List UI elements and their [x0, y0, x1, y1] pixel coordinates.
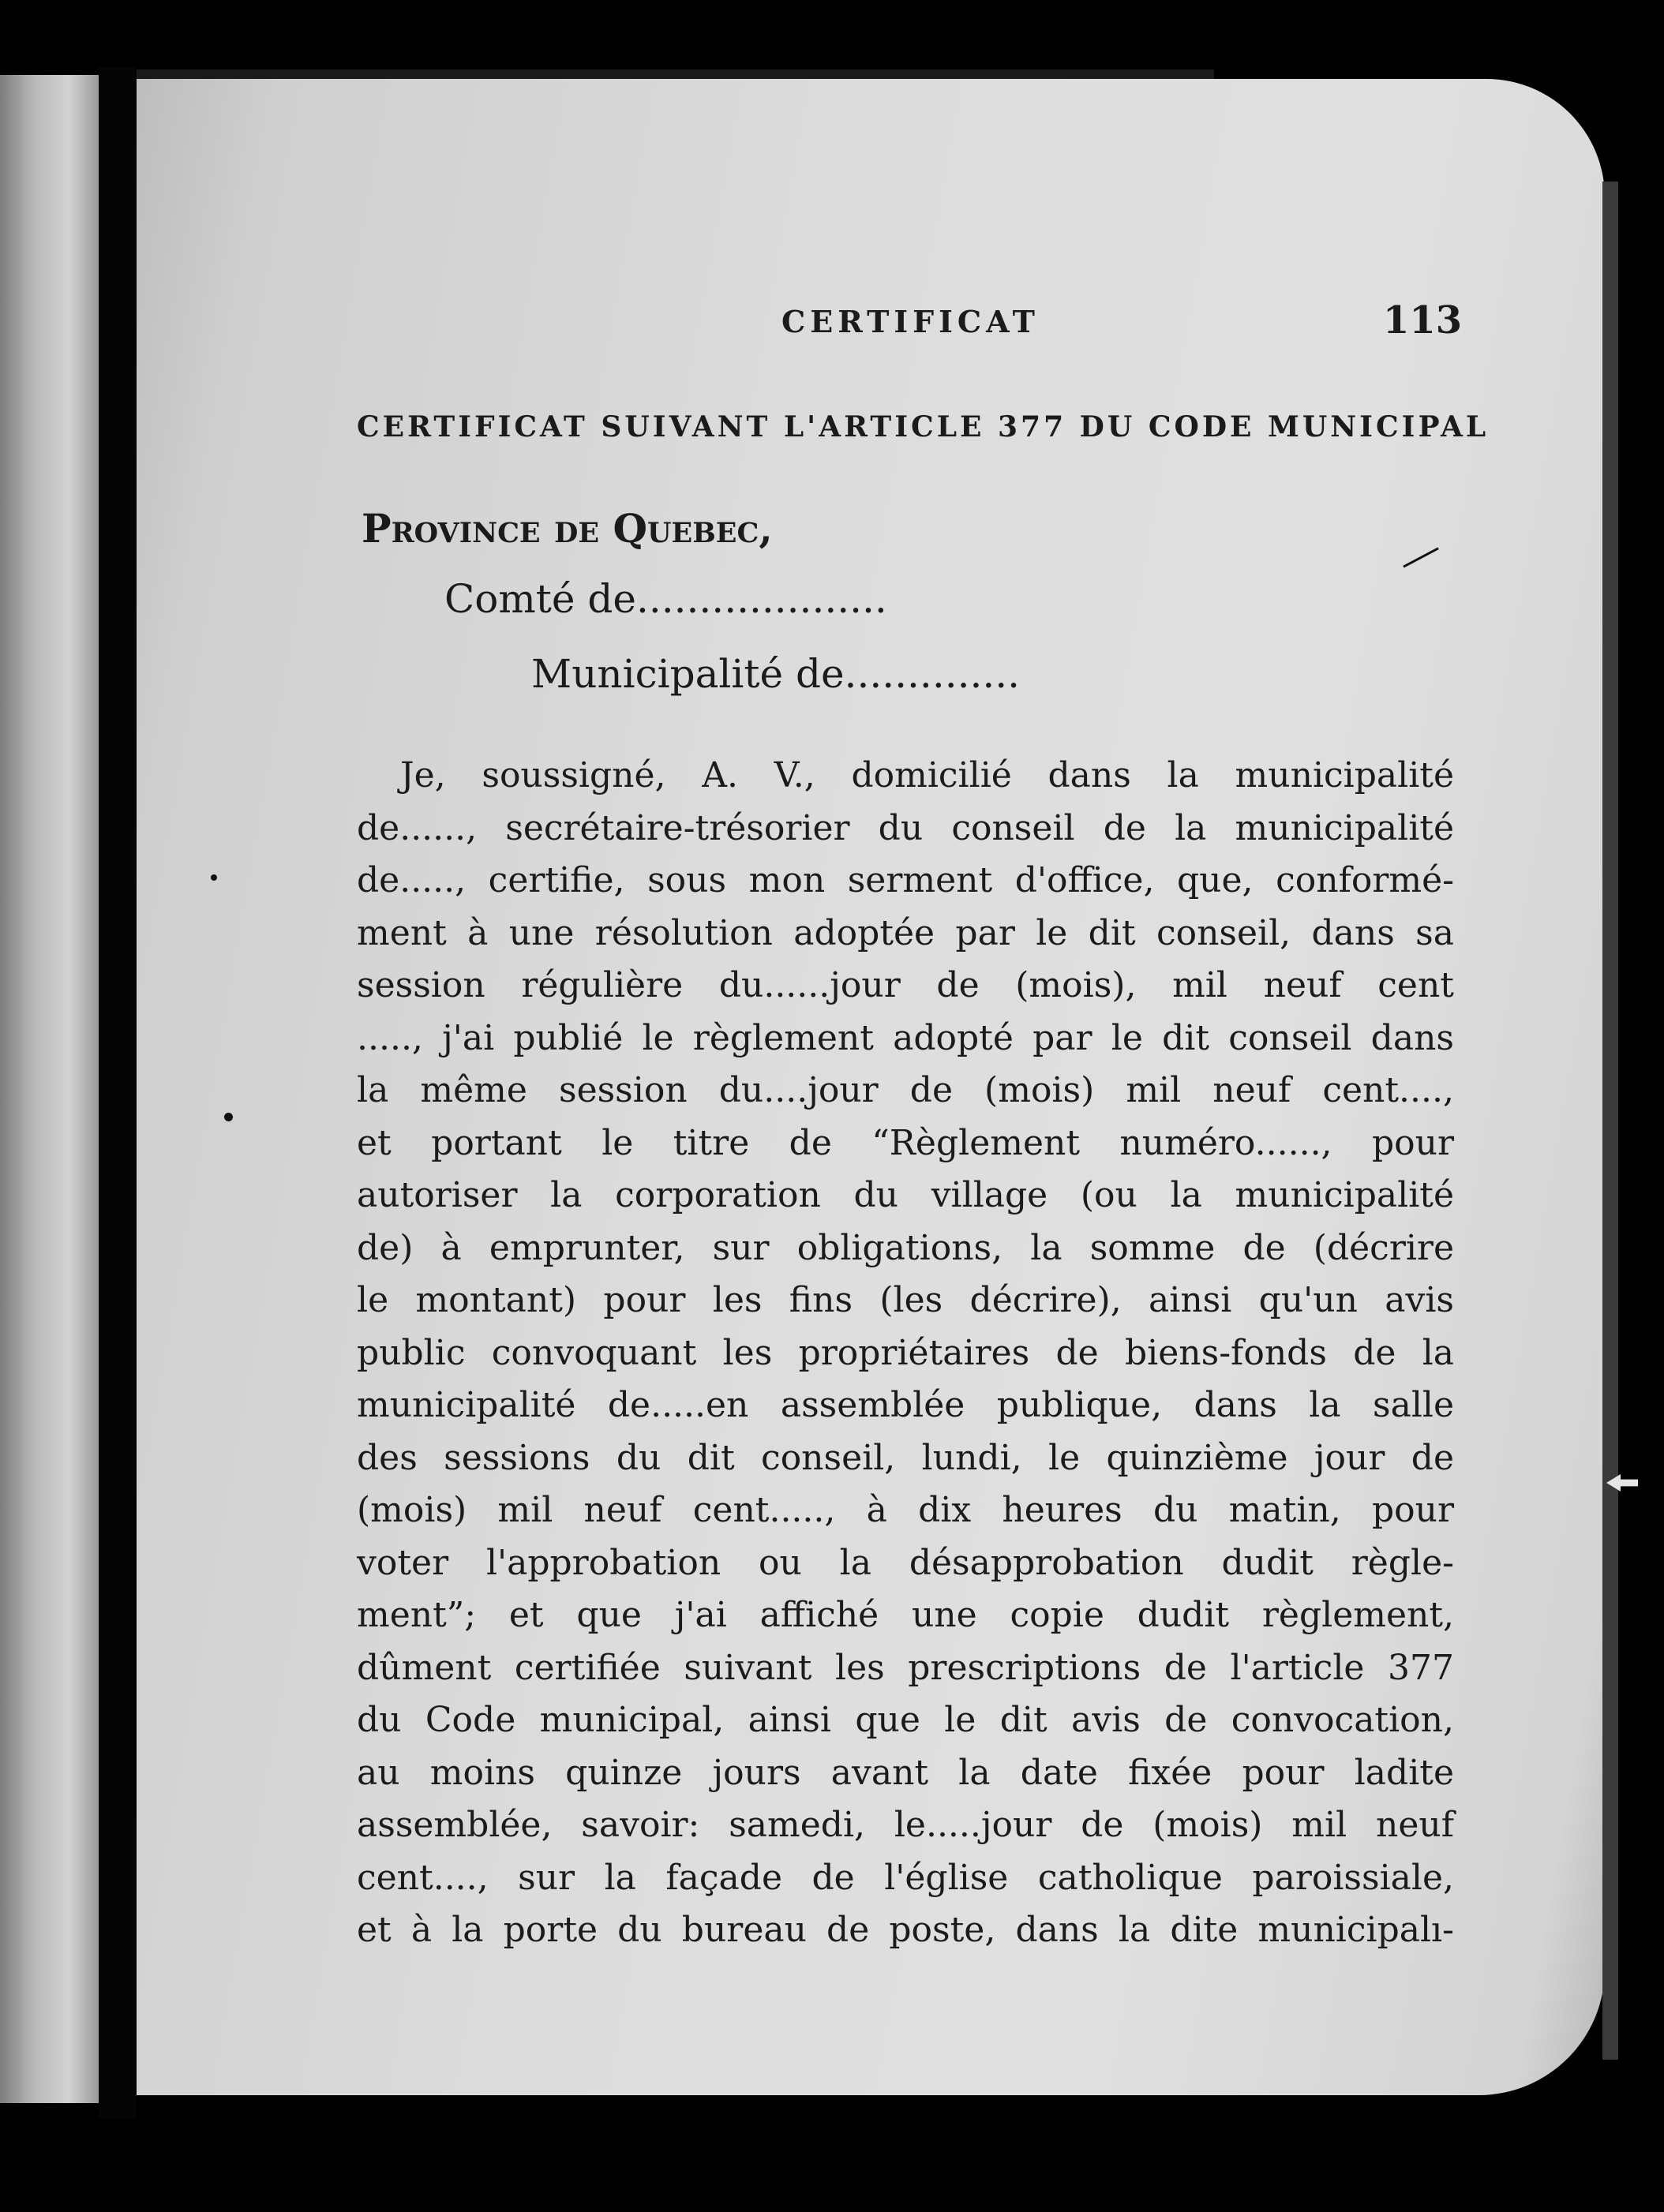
body-line: ment à une résolution adoptée par le dit conseil, dans sa: [357, 912, 1454, 953]
body-line: et à la porte du bureau de poste, dans la dite municipalı-: [357, 1910, 1454, 1950]
certificate-body: [357, 750, 1454, 1957]
ink-speck: [224, 1113, 233, 1121]
left-page-edge: [0, 75, 99, 2103]
address-municipalite: Municipalité de..............: [531, 651, 1021, 697]
body-line: la même session du....jour de (mois) mil neuf cent....,: [357, 1070, 1454, 1110]
ink-speck: [211, 874, 217, 881]
body-line: de......, secrétaire-trésorier du conseil de la municipalité: [357, 807, 1454, 848]
section-heading: CERTIFICAT SUIVANT L'ARTICLE 377 DU CODE MUNICIPAL: [357, 410, 1490, 444]
address-province: Province de Quebec,: [362, 505, 773, 552]
body-line: autoriser la corporation du village (ou la municipalité: [357, 1175, 1454, 1215]
body-line: assemblée, savoir: samedi, le.....jour de (mois) mil neuf: [357, 1805, 1454, 1845]
body-line: session régulière du......jour de (mois), mil neuf cent: [357, 965, 1454, 1005]
body-line: (mois) mil neuf cent....., à dix heures du matin, pour: [357, 1490, 1454, 1530]
body-line: de) à emprunter, sur obligations, la somme de (décrire: [357, 1227, 1454, 1268]
address-comte: Comté de....................: [444, 576, 887, 622]
body-line: ment”; et que j'ai affiché une copie dudit règlement,: [357, 1595, 1454, 1635]
body-line: municipalité de.....en assemblée publique, dans la salle: [357, 1385, 1454, 1425]
body-line: Je, soussigné, A. V., domicilié dans la municipalité: [400, 755, 1454, 795]
body-line: au moins quinze jours avant la date fixée pour ladite: [357, 1752, 1454, 1793]
body-line: public convoquant les propriétaires de biens-fonds de la: [357, 1332, 1454, 1373]
body-line: dûment certifiée suivant les prescriptions de l'article 377: [357, 1647, 1454, 1688]
page-number: 113: [1383, 298, 1463, 342]
body-line: du Code municipal, ainsi que le dit avis de convocation,: [357, 1700, 1454, 1740]
body-line: le montant) pour les fins (les décrire), ainsi qu'un avis: [357, 1280, 1454, 1320]
body-line: et portant le titre de “Règlement numéro......, pour: [357, 1122, 1454, 1163]
page-right-edge: [1602, 182, 1618, 2060]
running-head: CERTIFICAT: [781, 304, 1040, 339]
body-line: des sessions du dit conseil, lundi, le quinzième jour de: [357, 1437, 1454, 1478]
body-line: cent...., sur la façade de l'église catholique paroissiale,: [357, 1857, 1454, 1898]
body-line: de....., certifie, sous mon serment d'office, que, conformé-: [357, 860, 1454, 900]
book-spine: [99, 67, 137, 2119]
body-line: ....., j'ai publié le règlement adopté par le dit conseil dans: [357, 1017, 1454, 1058]
body-line: voter l'approbation ou la désapprobation dudit règle-: [357, 1542, 1454, 1583]
